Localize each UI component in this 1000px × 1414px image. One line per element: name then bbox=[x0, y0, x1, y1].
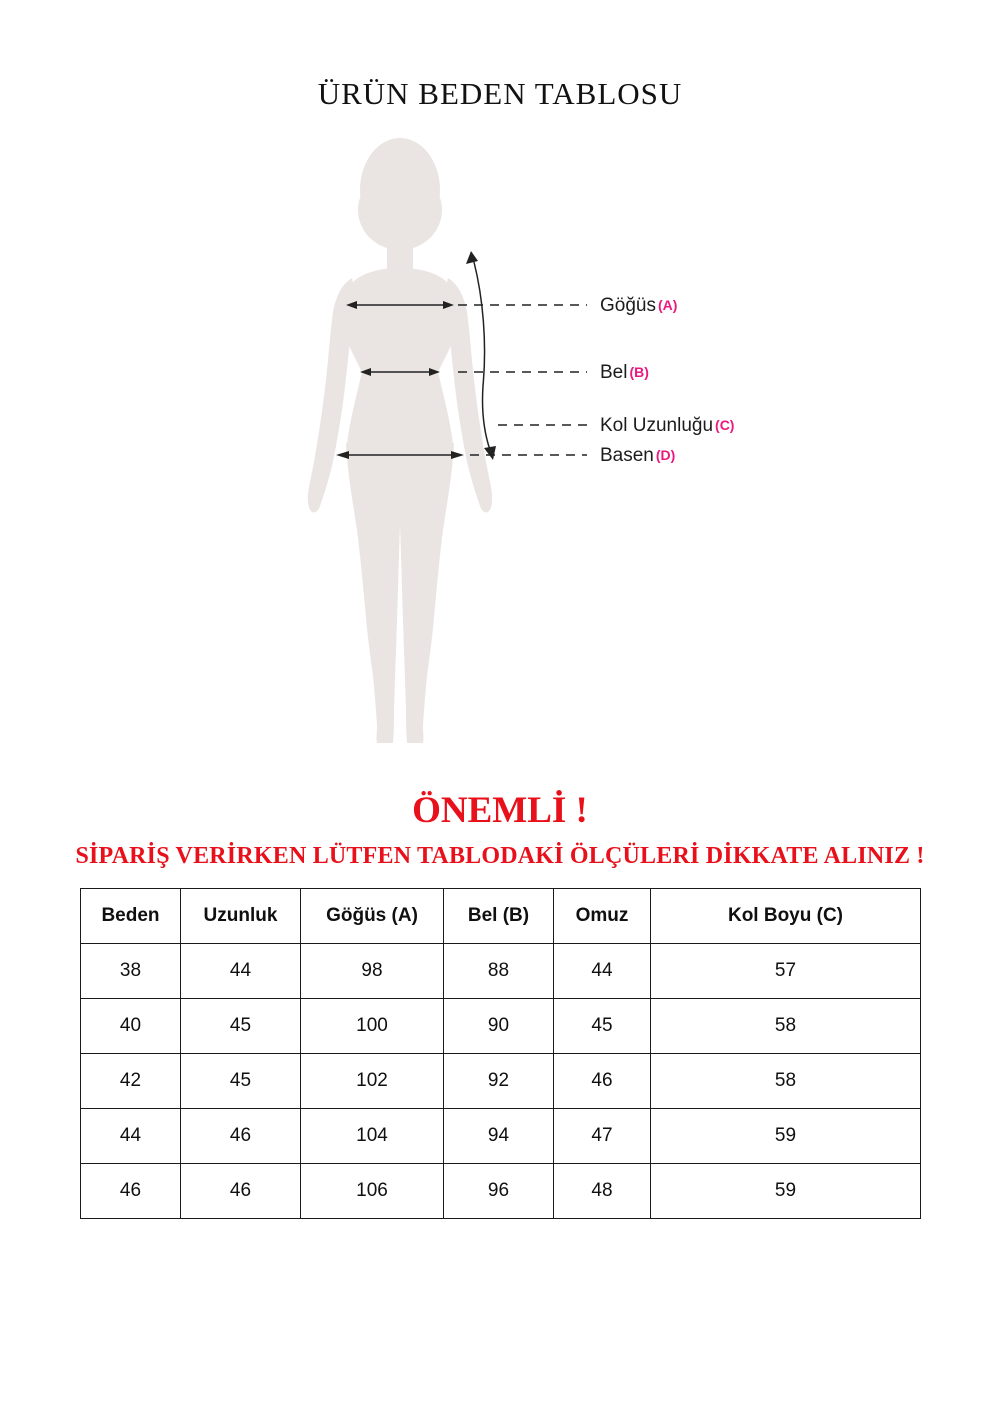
important-message: SİPARİŞ VERİRKEN LÜTFEN TABLODAKİ ÖLÇÜLERİ DİKKATE ALINIZ ! bbox=[75, 843, 925, 869]
table-row bbox=[81, 944, 921, 999]
table-cell: 38 bbox=[81, 944, 181, 999]
table-cell: 44 bbox=[554, 944, 651, 999]
important-heading: ÖNEMLİ ! bbox=[412, 790, 588, 831]
measure-label-text: Göğüs bbox=[600, 295, 656, 316]
measure-label-text: Kol Uzunluğu bbox=[600, 415, 714, 436]
table-cell: 98 bbox=[301, 944, 444, 999]
table-cell: 46 bbox=[181, 1109, 301, 1164]
table-row bbox=[81, 999, 921, 1054]
measure-label-waist bbox=[600, 361, 649, 384]
table-row bbox=[81, 1109, 921, 1164]
measure-label-text: Bel bbox=[600, 362, 628, 383]
body-measurement-diagram bbox=[290, 138, 590, 750]
table-cell: 45 bbox=[181, 1054, 301, 1109]
page-title: ÜRÜN BEDEN TABLOSU bbox=[317, 76, 683, 111]
table-cell: 44 bbox=[81, 1109, 181, 1164]
table-cell: 40 bbox=[81, 999, 181, 1054]
table-header-beden: Beden bbox=[81, 889, 181, 944]
measure-label-letter: (A) bbox=[657, 297, 678, 313]
table-row bbox=[81, 1054, 921, 1109]
measure-label-letter: (C) bbox=[715, 417, 735, 433]
measure-label-letter: (D) bbox=[655, 447, 676, 463]
size-table bbox=[80, 888, 921, 1219]
table-header-bel: Bel (B) bbox=[444, 889, 554, 944]
table-cell: 92 bbox=[444, 1054, 554, 1109]
table-header-row bbox=[81, 889, 921, 944]
female-silhouette bbox=[308, 138, 492, 743]
table-header-kol-boyu: Kol Boyu (C) bbox=[651, 889, 921, 944]
table-header-uzunluk: Uzunluk bbox=[181, 889, 301, 944]
measure-label-text: Basen bbox=[600, 445, 654, 466]
table-cell: 42 bbox=[81, 1054, 181, 1109]
table-cell: 59 bbox=[651, 1164, 921, 1219]
table-cell: 44 bbox=[181, 944, 301, 999]
table-cell: 106 bbox=[301, 1164, 444, 1219]
table-cell: 45 bbox=[554, 999, 651, 1054]
table-cell: 57 bbox=[651, 944, 921, 999]
table-cell: 102 bbox=[301, 1054, 444, 1109]
arm-length-arrow bbox=[466, 251, 587, 460]
table-header-omuz: Omuz bbox=[554, 889, 651, 944]
table-cell: 88 bbox=[444, 944, 554, 999]
measure-label-arm-length bbox=[600, 414, 734, 437]
measure-label-hip bbox=[600, 444, 675, 467]
table-cell: 94 bbox=[444, 1109, 554, 1164]
table-cell: 59 bbox=[651, 1109, 921, 1164]
table-cell: 46 bbox=[181, 1164, 301, 1219]
measure-label-chest bbox=[600, 294, 677, 317]
table-cell: 96 bbox=[444, 1164, 554, 1219]
table-cell: 48 bbox=[554, 1164, 651, 1219]
table-cell: 58 bbox=[651, 1054, 921, 1109]
table-cell: 45 bbox=[181, 999, 301, 1054]
table-cell: 104 bbox=[301, 1109, 444, 1164]
table-cell: 100 bbox=[301, 999, 444, 1054]
table-header-gogus: Göğüs (A) bbox=[301, 889, 444, 944]
measure-label-letter: (B) bbox=[629, 364, 649, 380]
table-cell: 58 bbox=[651, 999, 921, 1054]
table-cell: 46 bbox=[81, 1164, 181, 1219]
table-cell: 90 bbox=[444, 999, 554, 1054]
table-row bbox=[81, 1164, 921, 1219]
table-cell: 46 bbox=[554, 1054, 651, 1109]
table-cell: 47 bbox=[554, 1109, 651, 1164]
